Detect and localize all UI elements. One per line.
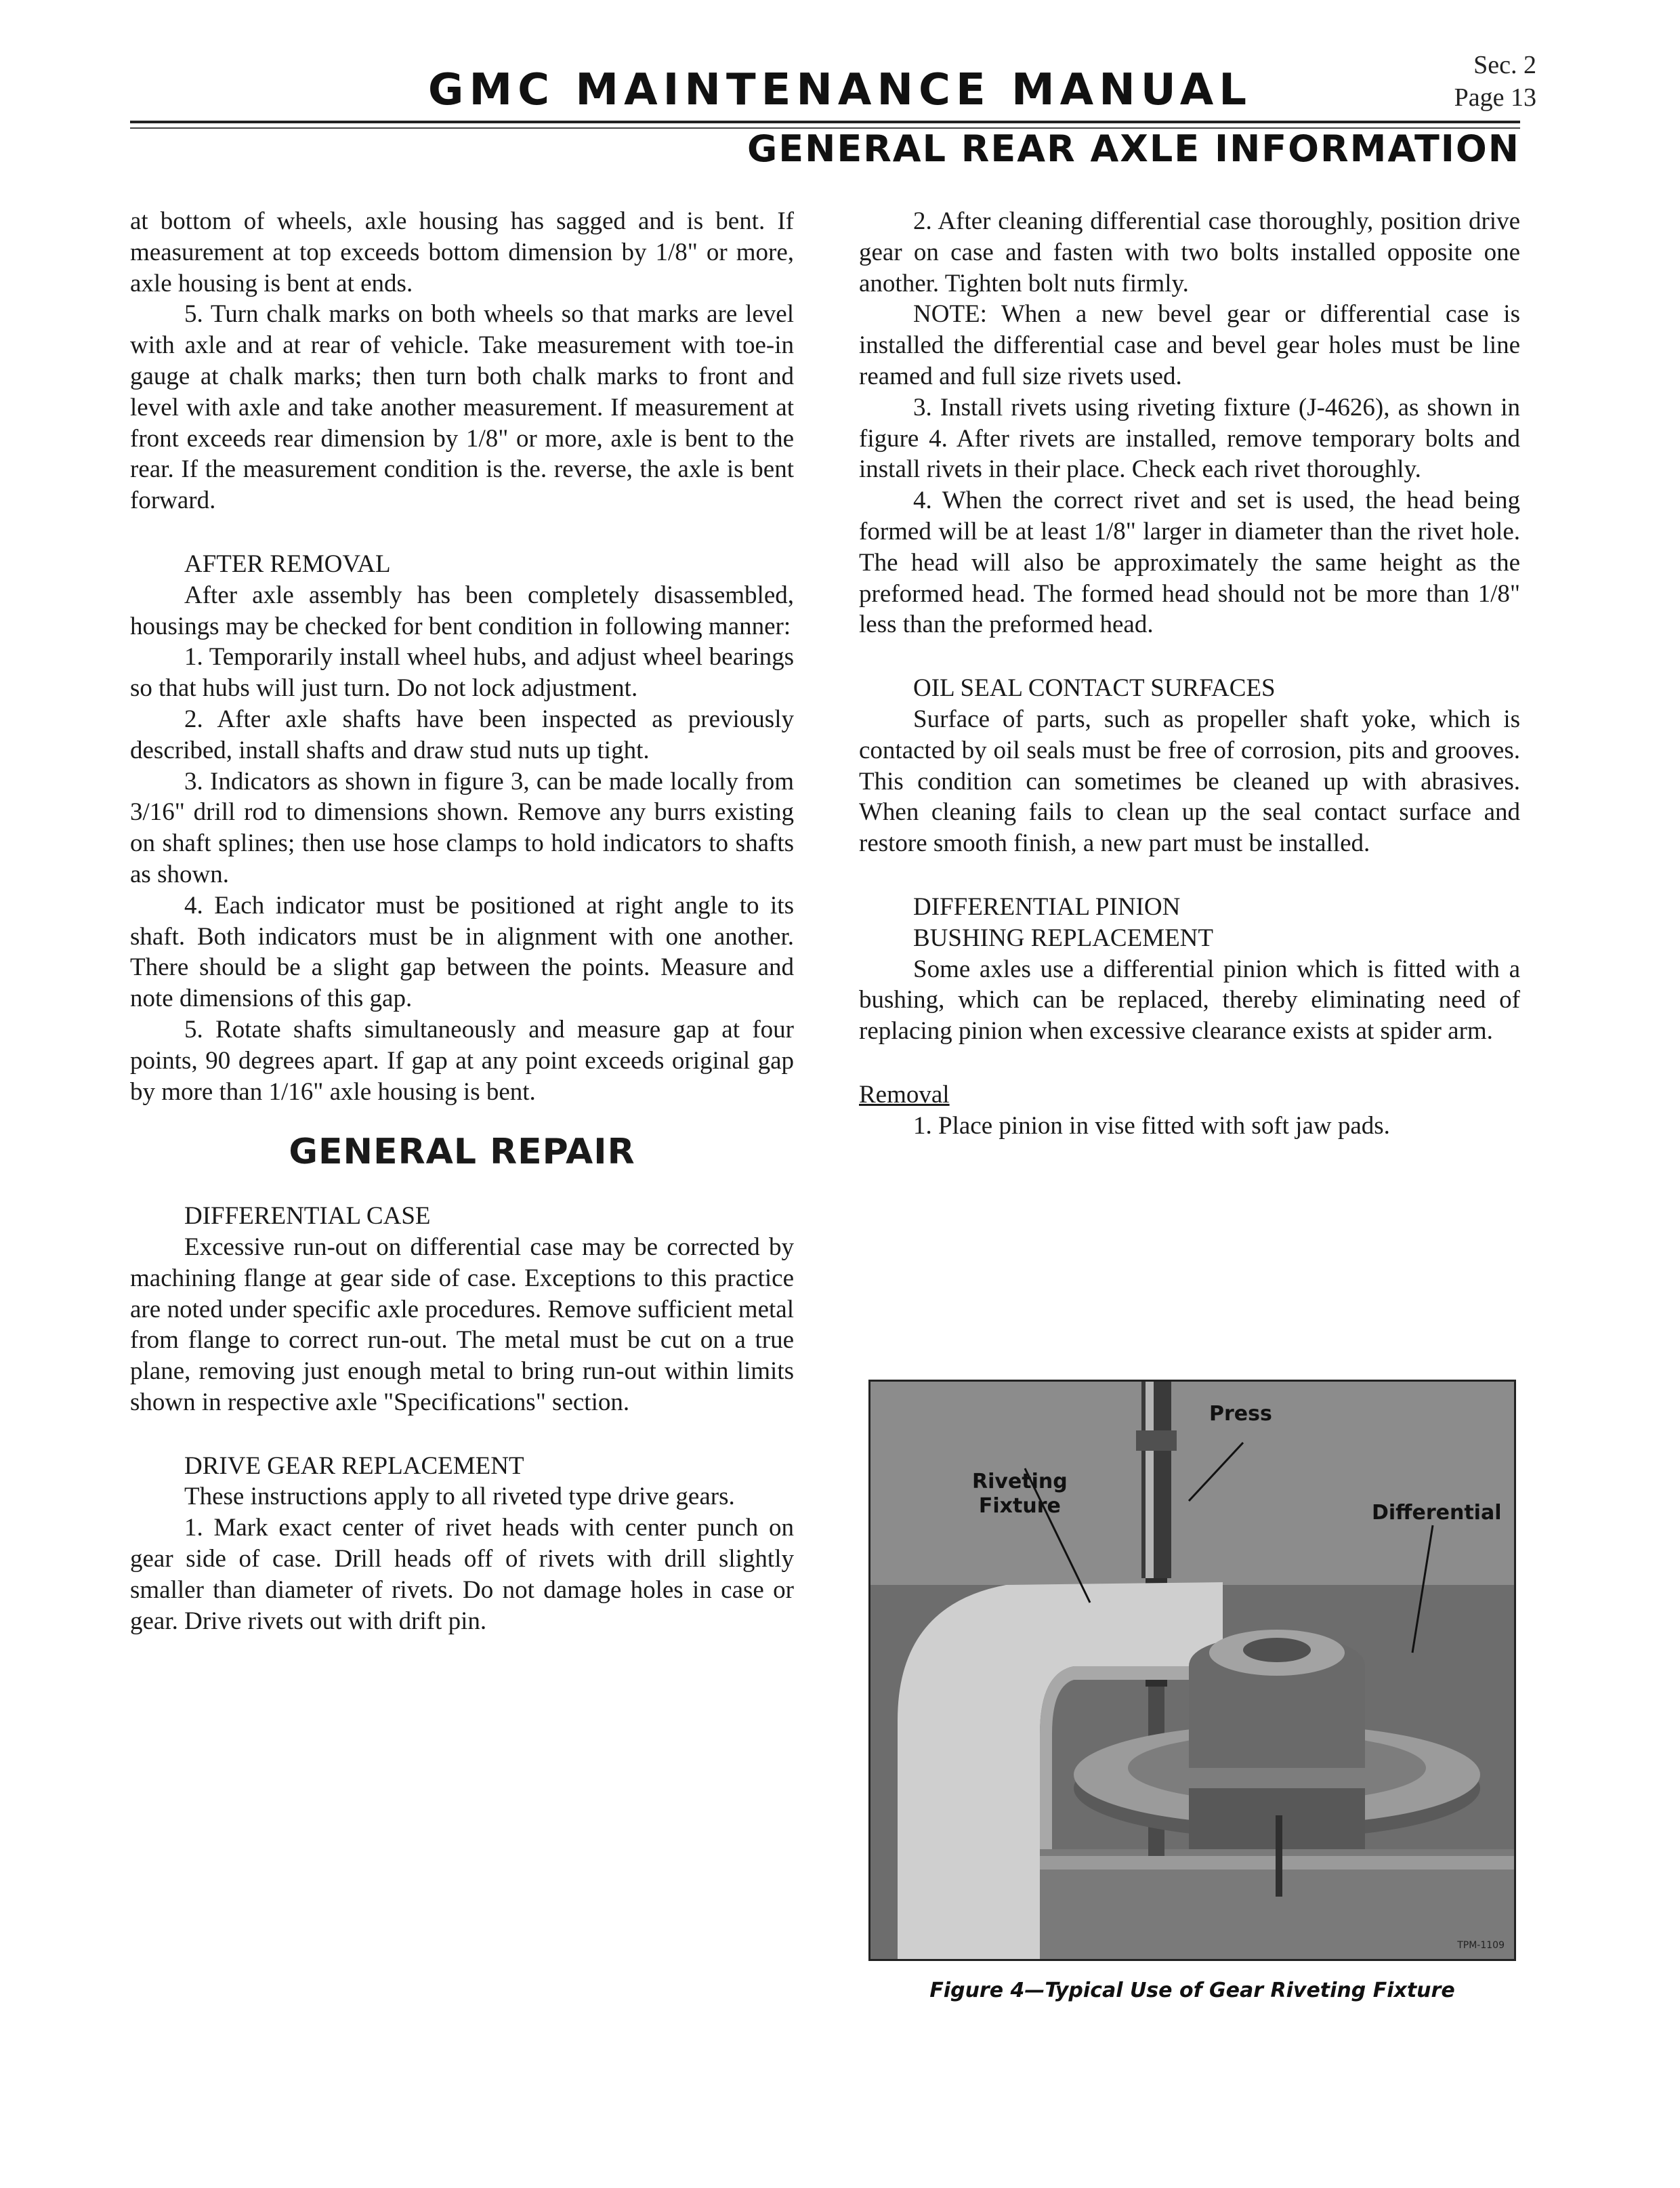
paragraph: 5. Turn chalk marks on both wheels so that marks are level with axle and at rear of vehicle. Take measurement with toe-in gauge at chalk marks; then turn both chalk marks to front and level with axle and take another measurement. If measurement at front exceeds rear dimension by 1/8" or more, axle is bent to the rear. If the measurement condition is the. reverse, the axle is bent forward. — [130, 300, 794, 515]
header-rule — [130, 121, 1520, 123]
paragraph: 4. Each indicator must be positioned at right angle to its shaft. Both indicators must be in alignment with one another. There should be a slight gap between the points. Measure and note dimensions of this gap. — [130, 891, 794, 1013]
figure-code: TPM-1109 — [1457, 1940, 1505, 1951]
paragraph: 4. When the correct rivet and set is used, the head being formed will be at least 1/8" larger in diameter than the rivet hole. The head will also be approximately the same height as the preformed head. The formed head should not be more than 1/8" less than the preformed head. — [859, 487, 1520, 639]
figure-caption: Figure 4—Typical Use of Gear Riveting Fixture — [929, 1979, 1455, 2002]
page-number: Page 13 — [1454, 83, 1536, 112]
support-bolt — [1276, 1815, 1282, 1897]
riveting-fixture-illustration — [870, 1382, 1514, 1959]
paragraph: Excessive run-out on differential case may be corrected by machining flange at gear side of case. Exceptions to this practice are noted under specific axle procedures. Remove sufficient metal from flange to correct run-out. The metal must be cut on a true plane, removing just enough metal to bring run-out within limits shown in respective axle "Specifications" section. — [130, 1233, 794, 1416]
paragraph: 3. Indicators as shown in figure 3, can be made locally from 3/16" drill rod to dimensions shown. Remove any burrs existing on shaft splines; then use hose clamps to hold indicators to shafts as shown. — [130, 767, 794, 888]
right-column — [859, 206, 1520, 1142]
paragraph: Surface of parts, such as propeller shaft yoke, which is contacted by oil seals must be free of corrosion, pits and grooves. This condition can sometimes be cleaned up with abrasives. When cleaning fails to clean up the seal contact surface and restore smooth finish, a new part must be installed. — [859, 705, 1520, 858]
paragraph: 1. Temporarily install wheel hubs, and adjust wheel bearings so that hubs will just turn. Do not lock adjustment. — [130, 643, 794, 703]
section-heading-pinion-2: BUSHING REPLACEMENT — [913, 924, 1213, 952]
paragraph: Some axles use a differential pinion which is fitted with a bushing, which can be replaced, thereby eliminating need of replacing pinion when excessive clearance exists at spider arm. — [859, 955, 1520, 1046]
paragraph: 3. Install rivets using riveting fixture (J-4626), as shown in figure 4. After rivets are installed, remove temporary bolts and install rivets in their place. Check each rivet thoroughly. — [859, 393, 1520, 484]
press-collar — [1136, 1430, 1177, 1451]
note-paragraph: NOTE: When a new bevel gear or differential case is installed the differential case and bevel gear holes must be line reamed and full size rivets used. — [859, 300, 1520, 390]
figure-4-photo — [868, 1380, 1516, 1961]
paragraph: These instructions apply to all riveted type drive gears. — [184, 1483, 735, 1511]
left-column — [130, 206, 794, 1636]
label-press: Press — [1209, 1402, 1272, 1426]
paragraph: at bottom of wheels, axle housing has sagged and is bent. If measurement at top exceeds bottom dimension by 1/8" or more, axle housing is bent at ends. — [130, 207, 794, 297]
page-reference — [1454, 49, 1536, 114]
manual-title: GMC MAINTENANCE MANUAL — [427, 65, 1253, 115]
press-ram-highlight — [1146, 1382, 1154, 1578]
label-riveting-line-1: Riveting — [972, 1470, 1068, 1493]
section-heading-differential-case: DIFFERENTIAL CASE — [184, 1202, 431, 1231]
differential-case-bore — [1243, 1638, 1311, 1662]
section-heading-pinion-1: DIFFERENTIAL PINION — [913, 892, 1181, 921]
paragraph: 2. After cleaning differential case thoroughly, position drive gear on case and fasten with two bolts installed opposite one another. Tighten bolt nuts firmly. — [859, 207, 1520, 297]
chapter-heading: GENERAL REAR AXLE INFORMATION — [747, 127, 1520, 170]
label-differential: Differential — [1372, 1501, 1502, 1525]
general-repair-title: GENERAL REPAIR — [289, 1132, 635, 1173]
paragraph: 1. Mark exact center of rivet heads with center punch on gear side of case. Drill heads off of rivets with drill slightly smaller than diameter of rivets. Do not damage holes in case or gear. Drive rivets out with drift pin. — [130, 1514, 794, 1635]
section-heading-oil-seal: OIL SEAL CONTACT SURFACES — [913, 674, 1276, 703]
section-heading-drive-gear: DRIVE GEAR REPLACEMENT — [184, 1451, 524, 1480]
paragraph: 2. After axle shafts have been inspected as previously described, install shafts and draw stud nuts up tight. — [130, 705, 794, 764]
paragraph: 1. Place pinion in vise fitted with soft jaw pads. — [913, 1111, 1390, 1140]
section-heading-after-removal: AFTER REMOVAL — [184, 550, 391, 578]
subheading-removal: Removal — [859, 1080, 950, 1109]
label-riveting-fixture — [972, 1470, 1068, 1519]
photo-background-upper — [870, 1382, 1514, 1585]
label-riveting-line-2: Fixture — [978, 1494, 1061, 1518]
paragraph: After axle assembly has been completely disassembled, housings may be checked for bent condition in following manner: — [130, 581, 794, 640]
section-number: Sec. 2 — [1473, 51, 1536, 79]
paragraph: 5. Rotate shafts simultaneously and measure gap at four points, 90 degrees apart. If gap at any point exceeds original gap by more than 1/16" axle housing is bent. — [130, 1015, 794, 1106]
